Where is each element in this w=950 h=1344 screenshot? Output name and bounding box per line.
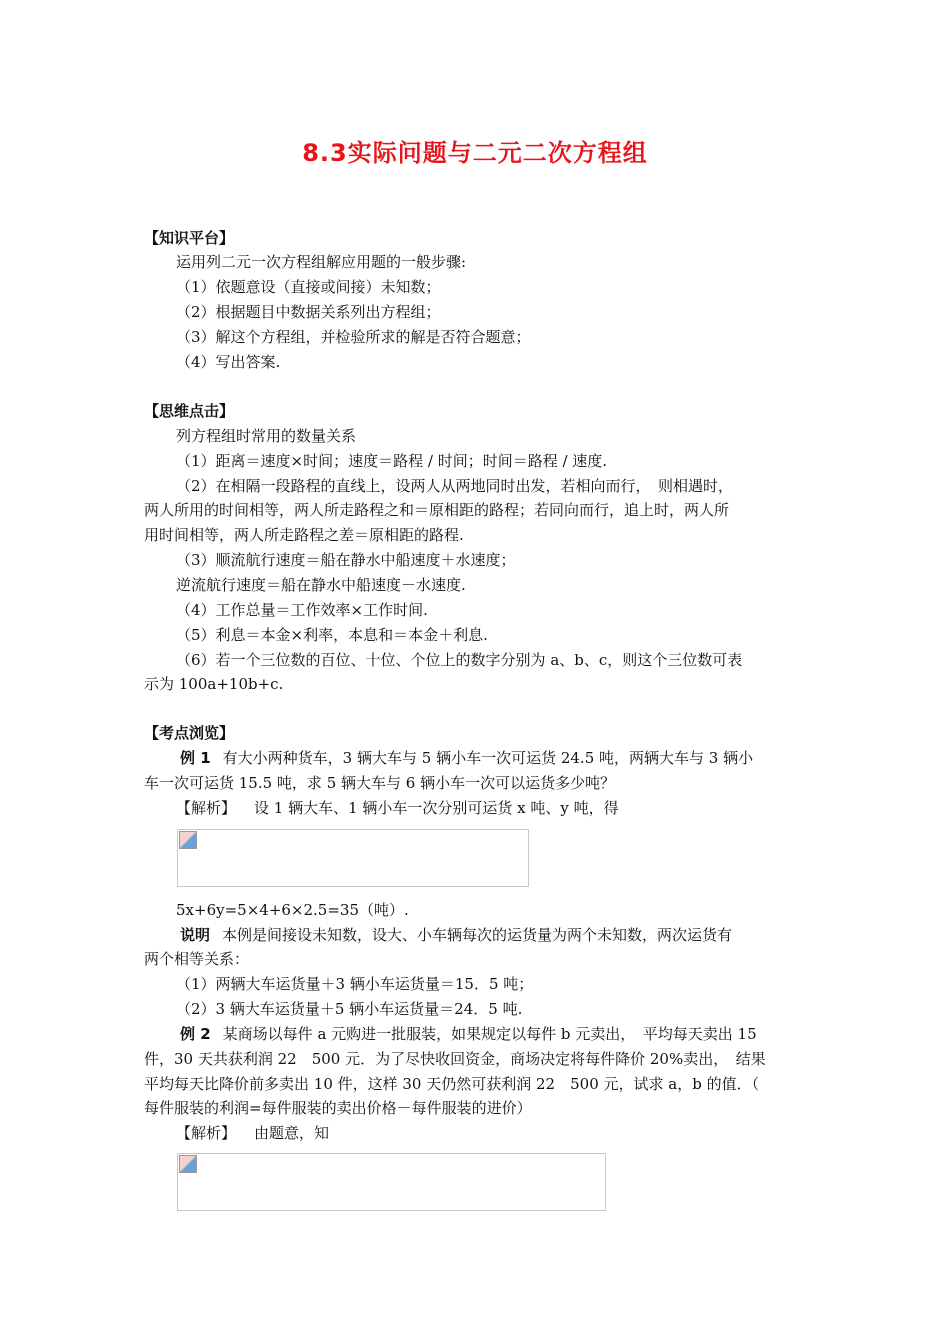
note-item: （2）3 辆大车运货量＋5 辆小车运货量＝24．5 吨.	[176, 1000, 523, 1018]
thinking-line: （3）顺流航行速度＝船在静水中船速度＋水速度；	[176, 551, 516, 569]
example-2-text: 某商场以每件 a 元购进一批服装，如果规定以每件 b 元卖出， 平均每天卖出 15	[222, 1025, 757, 1043]
thinking-line: （2）在相隔一段路程的直线上，设两人从两地同时出发，若相向而行， 则相遇时，	[176, 477, 734, 495]
note-line: 两个相等关系：	[144, 950, 250, 968]
equation-image-placeholder	[177, 1153, 606, 1211]
note-item: （1）两辆大车运货量＋3 辆小车运货量＝15．5 吨；	[176, 975, 534, 993]
example-1-line	[180, 748, 850, 768]
broken-image-icon	[179, 1155, 197, 1173]
thinking-line: 列方程组时常用的数量关系	[176, 427, 357, 445]
example-1-label: 例 1	[180, 749, 211, 767]
example-1-line: 车一次可运货 15.5 吨，求 5 辆大车与 6 辆小车一次可以运货多少吨？	[144, 774, 616, 792]
analysis-label: 【解析】	[176, 1124, 237, 1142]
equation-image-placeholder	[177, 829, 529, 887]
thinking-line: （5）利息＝本金×利率，本息和＝本金＋利息.	[176, 626, 488, 644]
example-2-analysis	[176, 1123, 846, 1143]
example-1-text: 有大小两种货车，3 辆大车与 5 辆小车一次可运货 24.5 吨，两辆大车与 3 辆小	[222, 749, 754, 767]
knowledge-line: 运用列二元一次方程组解应用题的一般步骤:	[176, 253, 467, 271]
note-line	[180, 925, 850, 945]
knowledge-line: （3）解这个方程组，并检验所求的解是否符合题意；	[176, 328, 531, 346]
note-label: 说明	[180, 926, 211, 944]
example-2-line: 平均每天比降价前多卖出 10 件，这样 30 天仍然可获利润 22 500 元，试求 a，b 的值．（	[144, 1075, 760, 1093]
note-text: 本例是间接设未知数，设大、小车辆每次的运货量为两个未知数，两次运货有	[222, 926, 733, 944]
example-2-line	[180, 1024, 850, 1044]
analysis-label: 【解析】	[176, 799, 237, 817]
section-heading-examples: 【考点浏览】	[144, 724, 235, 742]
example-2-line: 每件服装的利润=每件服装的卖出价格－每件服装的进价）	[144, 1099, 532, 1117]
section-heading-knowledge: 【知识平台】	[144, 229, 235, 247]
thinking-line: 逆流航行速度＝船在静水中船速度－水速度.	[176, 576, 466, 594]
analysis-text: 由题意，知	[254, 1124, 330, 1142]
thinking-line: 用时间相等，两人所走路程之差＝原相距的路程.	[144, 526, 464, 544]
section-heading-thinking: 【思维点击】	[144, 402, 235, 420]
page-title: 8.3实际问题与二元二次方程组	[302, 139, 648, 167]
thinking-line: （6）若一个三位数的百位、十位、个位上的数字分别为 a、b、c，则这个三位数可表	[176, 651, 743, 669]
example-1-result: 5x+6y=5×4+6×2.5=35（吨）.	[176, 901, 409, 919]
thinking-line: （4）工作总量＝工作效率×工作时间.	[176, 601, 428, 619]
knowledge-line: （2）根据题目中数据关系列出方程组；	[176, 303, 441, 321]
knowledge-line: （1）依题意设（直接或间接）未知数；	[176, 278, 441, 296]
thinking-line: 两人所用的时间相等，两人所走路程之和＝原相距的路程；若同向而行，追上时，两人所	[144, 501, 730, 519]
example-2-line: 件，30 天共获利润 22 500 元．为了尽快收回资金，商场决定将每件降价 20%卖出， 结果	[144, 1050, 766, 1068]
analysis-text: 设 1 辆大车、1 辆小车一次分别可运货 x 吨、y 吨，得	[254, 799, 619, 817]
thinking-line: 示为 100a+10b+c.	[144, 675, 284, 693]
example-1-analysis	[176, 798, 846, 818]
broken-image-icon	[179, 831, 197, 849]
knowledge-line: （4）写出答案.	[176, 353, 281, 371]
thinking-line: （1）距离＝速度×时间；速度＝路程 / 时间；时间＝路程 / 速度.	[176, 452, 608, 470]
example-2-label: 例 2	[180, 1025, 211, 1043]
